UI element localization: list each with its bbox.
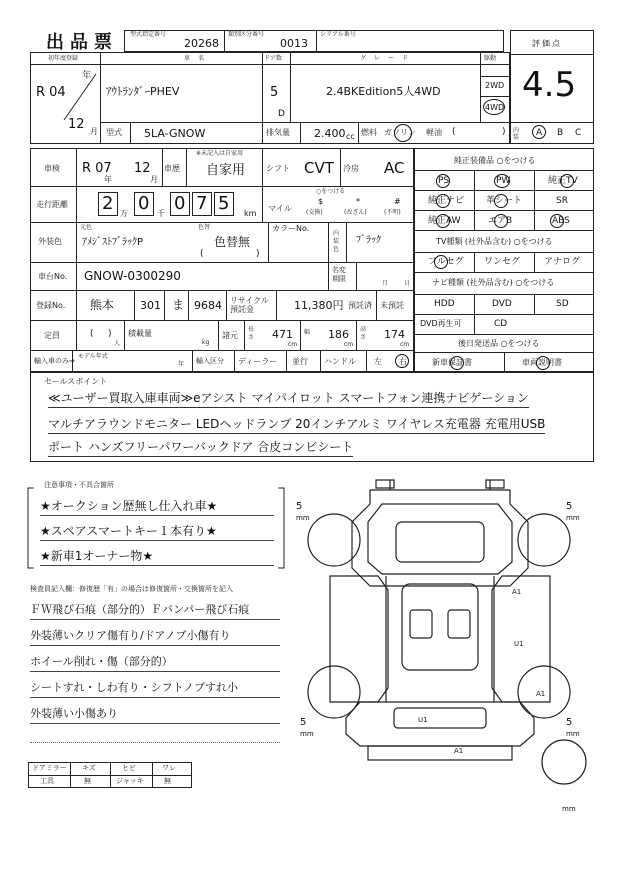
note-item-1: ★オークション歴無し仕入れ車★ xyxy=(40,496,274,516)
serial-label: シリアル番号 xyxy=(320,31,356,38)
designation-number: 20268 xyxy=(184,37,219,50)
tv-fullseg: フルセグ xyxy=(428,257,464,267)
model-type-label: 型式 xyxy=(106,128,122,137)
legend-header-3: ヒビ xyxy=(122,764,136,772)
dvd-play: DVD再生可 xyxy=(420,319,462,328)
legend-header-1: ドアミラー xyxy=(32,764,67,772)
car-name-label: 車名 xyxy=(184,55,213,62)
dims-label: 諸元 xyxy=(222,331,238,340)
title-change-month: 月 xyxy=(382,280,389,287)
import-class-label: 輸入区分 xyxy=(196,357,224,365)
parallel-label: 並行 xyxy=(292,357,308,366)
usage-value: 自家用 xyxy=(206,163,246,178)
selling-line-2: マルチアラウンドモニター LEDヘッドランプ 20インチアルミ ワイヤレス充電器 充電用USB xyxy=(48,418,545,434)
legend-cell-3: ジャッキ xyxy=(116,777,144,785)
interior-a-circle xyxy=(532,125,546,139)
score-value: 4.5 xyxy=(522,65,577,105)
classification-label: 類別区分番号 xyxy=(228,31,265,38)
inspector-label: 検査員記入欄：修復歴「有」の場合は修復箇所・交換箇所を記入 xyxy=(30,585,233,593)
tire-fr-unit: mm xyxy=(566,514,580,522)
mileage-label: 走行距離 xyxy=(36,200,68,209)
width-value: 186 xyxy=(328,328,349,341)
tire-front-right xyxy=(518,514,570,566)
color-change: 色替無 xyxy=(214,235,251,249)
first-reg-slash xyxy=(60,70,100,124)
shift-value: CVT xyxy=(304,159,334,177)
inspector-item-3: ホイール削れ・傷（部分的） xyxy=(30,652,280,672)
equip-ps-circle xyxy=(436,174,450,188)
mark-5: A1 xyxy=(454,747,464,755)
import-label: 輸入車のみ⇒ xyxy=(34,357,75,365)
navi-dvd: DVD xyxy=(492,299,512,309)
reg-class: 301 xyxy=(140,299,161,312)
grade-value: 2.4BKEdition5人4WD xyxy=(326,85,441,98)
mirror-right xyxy=(486,480,504,488)
inspection-year-suffix: 年 xyxy=(104,175,112,184)
fuel-gasoline-circle xyxy=(394,124,412,142)
star-note: (改ざん) xyxy=(344,209,367,216)
reg-city: 熊本 xyxy=(90,298,115,312)
form-title: 出品票 xyxy=(46,32,118,53)
docs-manual-circle xyxy=(536,356,550,370)
mark-1: A1 xyxy=(512,588,522,596)
dollar-label: $ xyxy=(318,197,324,206)
tire-fl-value: 5 xyxy=(296,501,303,512)
color-change-paren-close: ) xyxy=(256,249,260,259)
tv-fullseg-circle xyxy=(434,255,448,269)
drive-2wd: 2WD xyxy=(485,81,505,90)
width-unit: cm xyxy=(344,341,354,348)
header-strip xyxy=(124,30,504,52)
rear-glass xyxy=(394,708,486,728)
tire-rl-unit: mm xyxy=(300,730,314,738)
ac-label: 冷房 xyxy=(343,164,359,173)
equipment-title: 純正装備品 ○をつける xyxy=(454,156,536,165)
mileage-digit-3: 0 xyxy=(174,193,186,214)
equip-aw: 純正AW xyxy=(428,216,461,226)
reg-kana: ま xyxy=(172,298,185,312)
equip-tv: 純正TV xyxy=(548,176,578,186)
shift-label: シフト xyxy=(266,164,290,173)
first-reg-month: 12 xyxy=(68,117,85,132)
note-item-3: ★新車1オーナー物★ xyxy=(40,546,274,566)
hood xyxy=(368,504,512,574)
int-color-label: 内装色 xyxy=(333,230,340,253)
mark-4: U1 xyxy=(418,716,428,724)
mark-3: A1 xyxy=(536,690,546,698)
capacity-paren-open: ( xyxy=(90,329,94,339)
title-change-day: 日 xyxy=(404,280,411,287)
right-handle-circle xyxy=(395,354,409,368)
mirror-left xyxy=(376,480,394,488)
spare-tire xyxy=(542,740,586,784)
inspector-item-4: シートすれ・しわ有り・シフトノブすれ小 xyxy=(30,678,280,698)
rear-bumper xyxy=(368,746,512,760)
star-label: * xyxy=(356,197,360,206)
tv-analog: アナログ xyxy=(544,257,581,267)
height-value: 174 xyxy=(384,328,405,341)
legend-cell-1: 工具 xyxy=(40,777,54,785)
tire-rr-value: 5 xyxy=(566,717,573,728)
door-count: 5 xyxy=(270,85,279,100)
docs-warranty: 新車保証書 xyxy=(432,358,472,367)
selling-line-3: ポート ハンズフリーパワーバックドア 合皮コンビシート xyxy=(48,441,353,457)
first-reg-month-suffix: 月 xyxy=(90,127,98,136)
inspector-item-1: ＦＷ飛び石痕（部分的）Ｆバンパー飛び石痕 xyxy=(30,600,280,620)
fuel-light: 軽油 xyxy=(426,128,442,137)
docs-warranty-circle xyxy=(450,356,464,370)
recycle-label: リサイクル預託金 xyxy=(230,296,269,314)
tire-fr-value: 5 xyxy=(566,501,573,512)
equip-airbag-circle xyxy=(494,214,508,228)
right-handle: 右 xyxy=(399,357,407,366)
car-diagram xyxy=(290,470,594,810)
tire-rl-value: 5 xyxy=(300,717,307,728)
doors-label: ドア数 xyxy=(264,55,282,62)
length-value: 471 xyxy=(272,328,293,341)
mileage-man: 万 xyxy=(120,209,128,218)
inspection-month-suffix: 月 xyxy=(150,175,158,184)
cd-label: CD xyxy=(494,319,508,329)
length-unit: cm xyxy=(288,341,298,348)
displacement-label: 排気量 xyxy=(266,128,290,137)
mile-label: マイル xyxy=(268,204,292,213)
navi-sd: SD xyxy=(556,299,569,309)
mileage-sen: 千 xyxy=(157,209,165,218)
inspection-label: 車検 xyxy=(44,164,60,173)
equip-leather-circle xyxy=(494,194,508,208)
hash-note: (不明) xyxy=(384,209,401,216)
inspector-item-2: 外装薄いクリア傷有り/ドアノブ小傷有り xyxy=(30,626,280,646)
handle-label: ハンドル xyxy=(324,357,356,366)
legend-cell-4: 無 xyxy=(164,777,171,785)
navi-hdd: HDD xyxy=(434,299,455,309)
drive-label: 駆動 xyxy=(484,55,497,62)
interior-grade-a: A xyxy=(536,128,543,138)
hash-label: # xyxy=(394,197,401,206)
first-reg-label: 初年度登録 xyxy=(48,55,79,62)
interior-grade-c: C xyxy=(575,128,582,138)
chassis-label: 車台No. xyxy=(38,272,68,281)
equip-abs: ABS xyxy=(552,216,570,226)
drive-4wd-circle xyxy=(483,99,505,115)
mileage-digit-4: 7 xyxy=(196,193,208,214)
color-no-label: カラーNo. xyxy=(272,224,310,233)
equip-leather: 革シート xyxy=(486,196,523,206)
orig-color-label: 元色 xyxy=(80,224,93,231)
displacement-unit: cc xyxy=(346,132,355,141)
ac-value: AC xyxy=(384,159,405,177)
capacity-unit: 人 xyxy=(114,340,121,347)
tv-oneseg: ワンセグ xyxy=(484,257,521,267)
orig-color: ｱﾒｼﾞｽﾄﾌﾞﾗｯｸP xyxy=(82,237,144,248)
equip-navi: 純正ナビ xyxy=(428,196,465,206)
drive-4wd: 4WD xyxy=(485,103,505,112)
fuel-gasoline: ガソリン xyxy=(384,128,416,137)
grade-label: グレード xyxy=(360,55,417,62)
tire-rr-unit: mm xyxy=(566,730,580,738)
equip-abs-circle xyxy=(550,214,564,228)
reg-label: 登録No. xyxy=(36,301,66,310)
recycle-status: 預託済 xyxy=(348,301,372,310)
navi-title: ナビ種類 (社外品含む) ○をつける xyxy=(432,278,555,287)
door-type: D xyxy=(278,109,285,119)
usage-label: 車歴 xyxy=(164,164,180,173)
tv-title: TV種類 (社外品含む) ○をつける xyxy=(436,237,553,246)
first-reg-year-suffix: 年 xyxy=(82,71,92,81)
designation-label: 型式指定番号 xyxy=(130,31,167,38)
score-label: 評価点 xyxy=(532,39,562,48)
interior-label: 内装 xyxy=(513,127,520,141)
load-unit: kg xyxy=(202,339,210,346)
mileage-digit-1: 2 xyxy=(102,193,114,214)
selling-line-1: ≪ユーザー買取入庫車両≫eアシスト マイパイロット スマートフォン連携ナビゲーション xyxy=(48,392,529,408)
reg-number: 9684 xyxy=(194,299,222,312)
car-name: ｱｳﾄﾗﾝﾀﾞｰPHEV xyxy=(106,85,180,98)
roof xyxy=(402,584,478,670)
model-type: 5LA-GNOW xyxy=(144,127,206,140)
width-label: 幅 xyxy=(304,329,311,336)
tire-rl-depth xyxy=(300,718,314,738)
color-change-paren-open: ( xyxy=(200,249,204,259)
mileage-digit-2: 0 xyxy=(138,193,150,214)
fuel-paren-open: ( xyxy=(452,127,456,137)
note-item-2: ★スペアスマートキー１本有り★ xyxy=(40,521,274,541)
left-handle: 左 xyxy=(374,357,382,366)
notes-label: 注意事項・不具合箇所 xyxy=(44,481,114,489)
equip-pw-circle xyxy=(494,174,510,188)
color-change-label: 色替 xyxy=(198,224,211,231)
equip-ps: PS xyxy=(438,176,450,186)
circle-note: ○をつける xyxy=(316,188,346,195)
seat-fr xyxy=(448,610,470,638)
length-label: 長さ xyxy=(248,326,255,341)
docs-title: 後日発送品 ○をつける xyxy=(458,339,540,348)
equip-aw-circle xyxy=(436,214,450,228)
tire-rr-depth xyxy=(566,718,580,738)
inspection-month: 12 xyxy=(134,161,151,176)
recycle-amount: 11,380円 xyxy=(294,299,344,312)
fuel-label: 燃料 xyxy=(361,128,377,137)
legend-header-2: キズ xyxy=(82,764,96,772)
tire-fl-unit: mm xyxy=(296,514,310,522)
title-change-label: 名変期限 xyxy=(332,266,346,283)
model-year-unit: 年 xyxy=(178,361,185,368)
selling-points-label: セールスポイント xyxy=(44,377,108,386)
docs-manual: 車両説明書 xyxy=(522,358,562,367)
spare-unit: mm xyxy=(562,805,576,813)
mileage-km: km xyxy=(244,209,257,218)
inspection-era: R 07 xyxy=(82,161,112,176)
fuel-paren-close: ) xyxy=(502,127,506,137)
tire-fr-depth xyxy=(566,502,580,522)
mark-2: U1 xyxy=(514,640,524,648)
classification-number: 0013 xyxy=(280,37,308,50)
equip-tv-circle xyxy=(560,174,574,188)
model-year-label: モデル年式 xyxy=(78,353,108,360)
windshield xyxy=(396,522,484,562)
displacement: 2.400 xyxy=(314,127,346,140)
equip-pw: PW xyxy=(496,176,511,186)
interior-grade-b: B xyxy=(557,128,564,138)
seat-fl xyxy=(410,610,432,638)
usage-note: ※未記入は自家用 xyxy=(196,150,244,157)
height-unit: cm xyxy=(400,341,410,348)
capacity-paren-close: ) xyxy=(108,329,112,339)
tire-fl-depth xyxy=(296,502,310,522)
legend-header-4: ワレ xyxy=(162,764,176,772)
inspector-item-5: 外装薄い小傷あり xyxy=(30,704,280,724)
load-label: 積載量 xyxy=(128,329,152,338)
equip-sr: SR xyxy=(556,196,568,206)
spare-depth xyxy=(562,788,576,813)
chassis-number: GNOW-0300290 xyxy=(84,269,181,283)
legend-cell-2: 無 xyxy=(84,777,91,785)
int-color: ﾌﾞﾗｯｸ xyxy=(356,235,381,246)
equip-airbag: エアB xyxy=(488,216,513,226)
equip-navi-circle xyxy=(436,194,450,208)
dollar-note: (交換) xyxy=(306,209,323,216)
height-label: 高さ xyxy=(360,326,367,341)
mileage-digit-5: 5 xyxy=(218,193,230,214)
ext-color-label: 外装色 xyxy=(38,237,62,246)
first-reg-era: R 04 xyxy=(36,85,66,100)
dealer-label: ディーラー xyxy=(238,357,278,366)
recycle-unpaid: 未預託 xyxy=(380,301,404,310)
capacity-label: 定員 xyxy=(44,331,60,340)
